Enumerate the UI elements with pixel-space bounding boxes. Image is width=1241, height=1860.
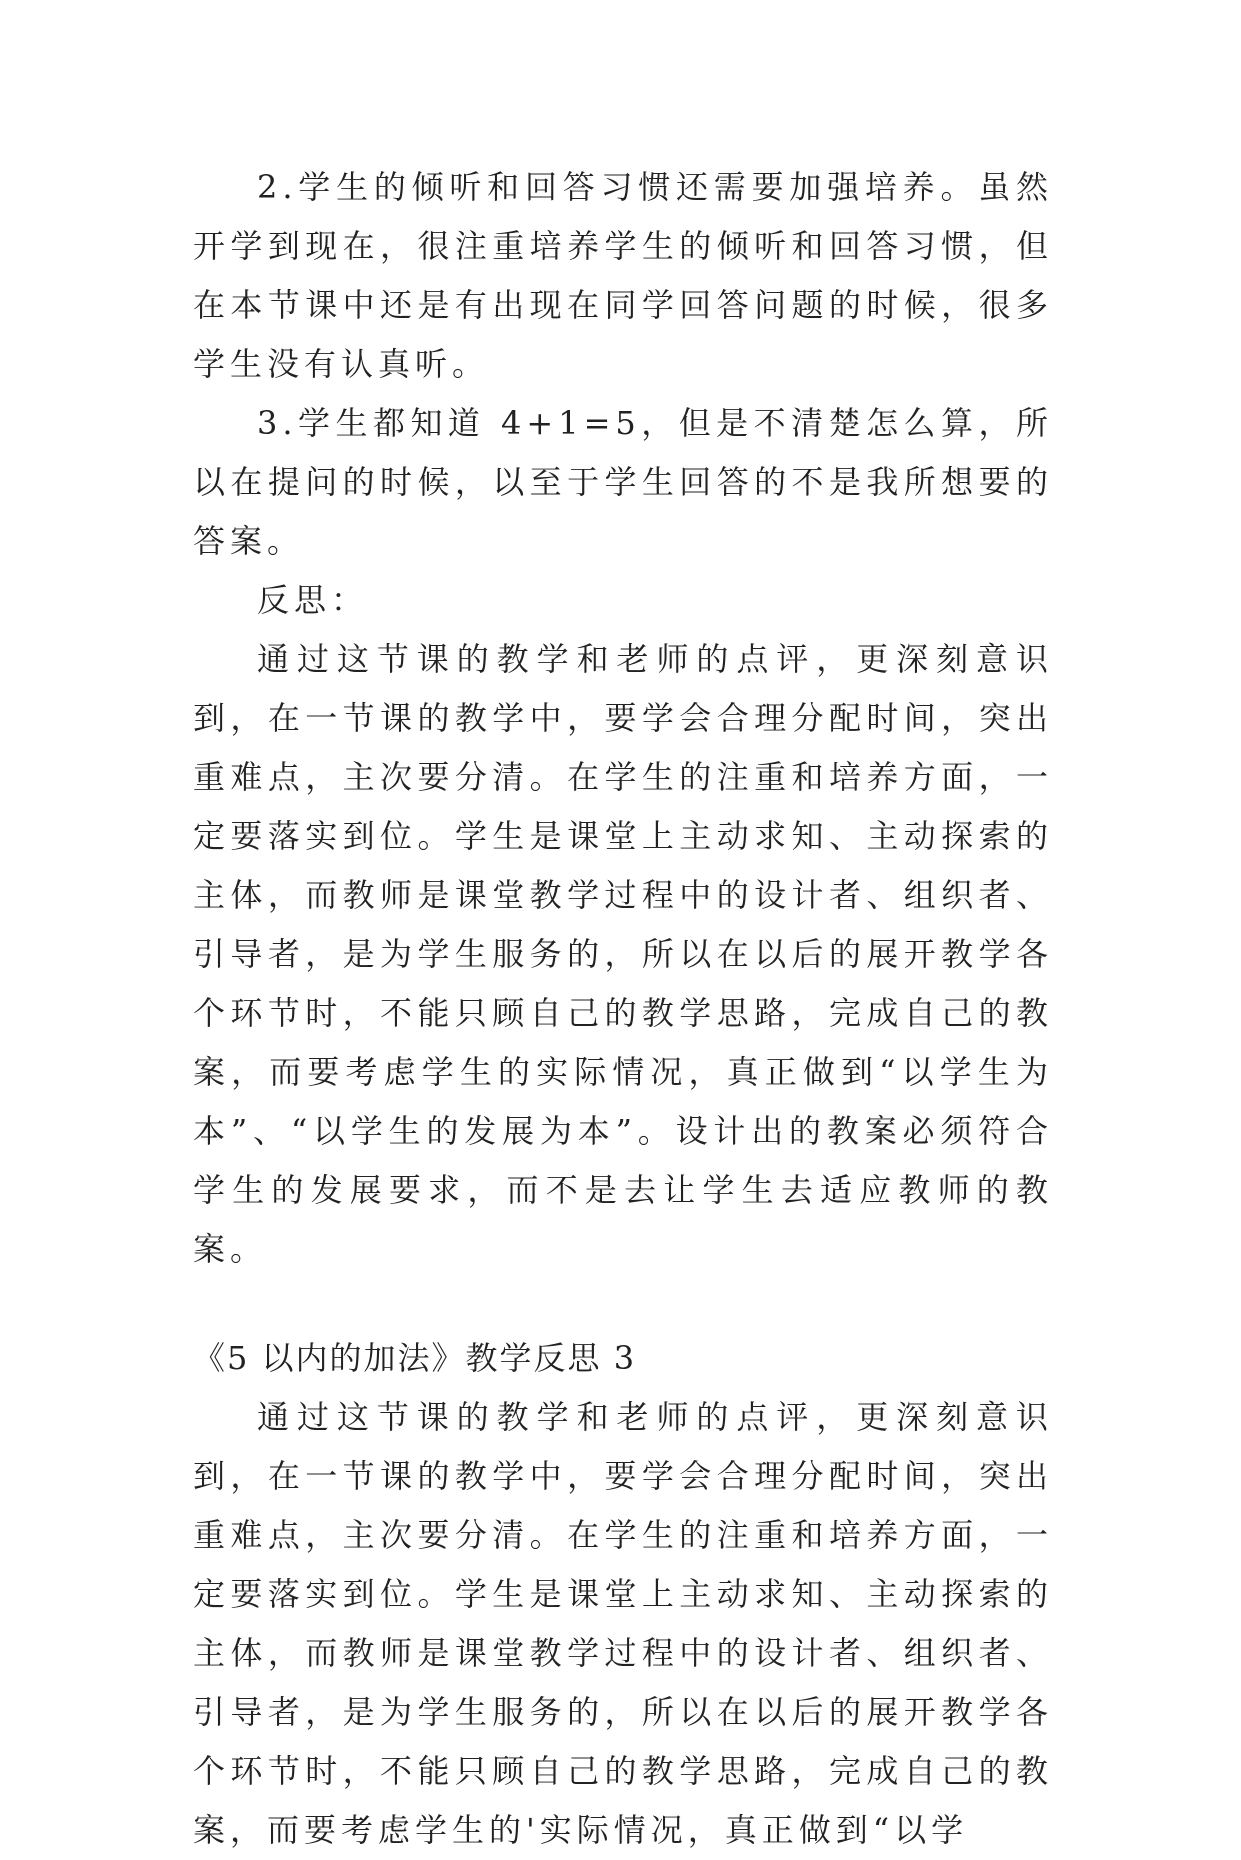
document-page: [193, 158, 1053, 1860]
reflection-paragraph: 通过这节课的教学和老师的点评，更深刻意识到，在一节课的教学中，要学会合理分配时间，突出重难点，主次要分清。在学生的注重和培养方面，一定要落实到位。学生是课堂上主动求知、主动探索的主体，而教师是课堂教学过程中的设计者、组织者、引导者，是为学生服务的，所以在以后的展开教学各个环节时，不能只顾自己的教学思路，完成自己的教案，而要考虑学生的实际情况，真正做到“以学生为本”、“以学生的发展为本”。设计出的教案必须符合学生的发展要求，而不是去让学生去适应教师的教案。: [193, 640, 1053, 1268]
section-title: 《5 以内的加法》教学反思 3: [193, 1339, 637, 1377]
paragraph-point-3: 3.学生都知道 4+1=5，但是不清楚怎么算，所以在提问的时候，以至于学生回答的不是我所想要的答案。: [193, 404, 1053, 560]
paragraph-point-2: 2.学生的倾听和回答习惯还需要加强培养。虽然开学到现在，很注重培养学生的倾听和回答习惯，但在本节课中还是有出现在同学回答问题的时候，很多学生没有认真听。: [193, 168, 1053, 383]
section-paragraph: 通过这节课的教学和老师的点评，更深刻意识到，在一节课的教学中，要学会合理分配时间，突出重难点，主次要分清。在学生的注重和培养方面，一定要落实到位。学生是课堂上主动求知、主动探索的主体，而教师是课堂教学过程中的设计者、组织者、引导者，是为学生服务的，所以在以后的展开教学各个环节时，不能只顾自己的教学思路，完成自己的教案，而要考虑学生的'实际情况，真正做到“以学: [193, 1398, 1053, 1849]
section-spacer: [193, 1279, 1053, 1328]
reflection-label: 反思：: [257, 581, 369, 619]
